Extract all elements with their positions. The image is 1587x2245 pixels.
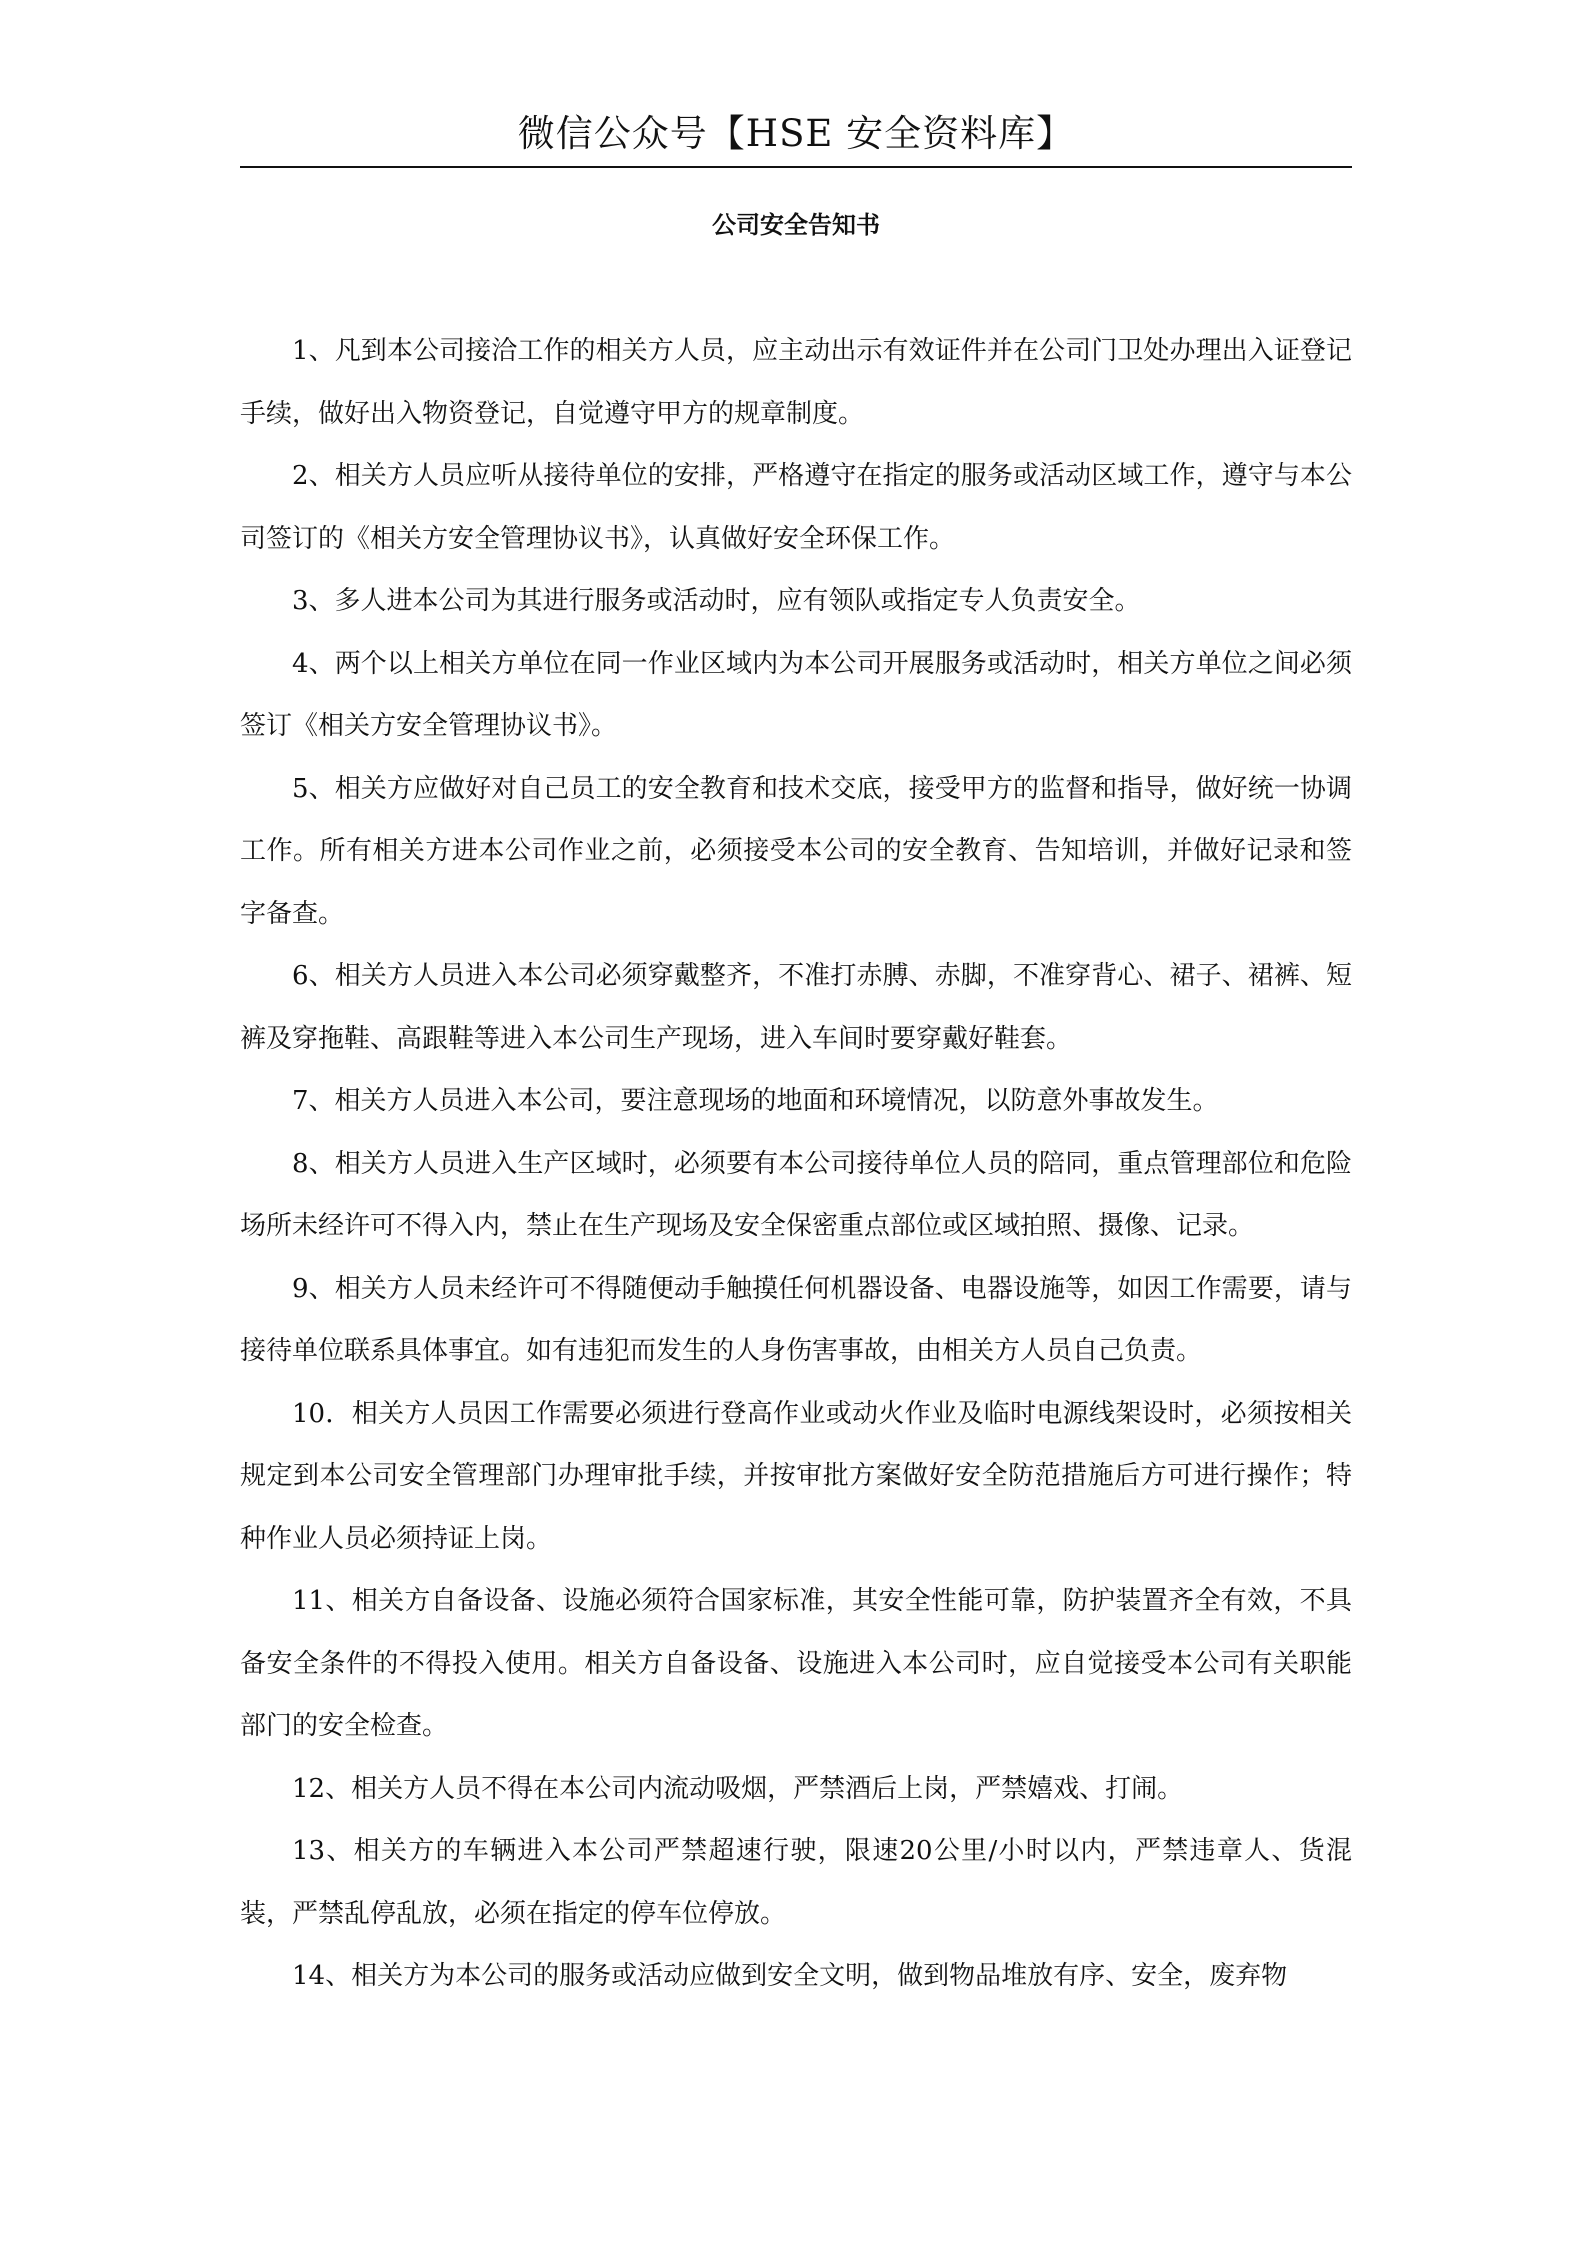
paragraph-3: 3、多人进本公司为其进行服务或活动时，应有领队或指定专人负责安全。 [292,586,1141,616]
paragraph-4: 4、两个以上相关方单位在同一作业区域内为本公司开展服务或活动时，相关方单位之间必须签订《相关方安全管理协议书》。 [240,648,1352,741]
document-body [240,320,1352,2008]
paragraph-11: 11、相关方自备设备、设施必须符合国家标准，其安全性能可靠，防护装置齐全有效，不具备安全条件的不得投入使用。相关方自备设备、设施进入本公司时，应自觉接受本公司有关职能部门的安全检查。 [240,1586,1352,1741]
paragraph-10: 10．相关方人员因工作需要必须进行登高作业或动火作业及临时电源线架设时，必须按相关规定到本公司安全管理部门办理审批手续，并按审批方案做好安全防范措施后方可进行操作；特种作业人员必须持证上岗。 [240,1398,1352,1554]
paragraph-12: 12、相关方人员不得在本公司内流动吸烟，严禁酒后上岗，严禁嬉戏、打闹。 [292,1773,1184,1804]
header-rule [240,166,1352,168]
paragraph-9: 9、相关方人员未经许可不得随便动手触摸任何机器设备、电器设施等，如因工作需要，请与接待单位联系具体事宜。如有违犯而发生的人身伤害事故，由相关方人员自己负责。 [240,1273,1352,1366]
paragraph-7: 7、相关方人员进入本公司，要注意现场的地面和环境情况，以防意外事故发生。 [292,1086,1219,1116]
paragraph-5: 5、相关方应做好对自己员工的安全教育和技术交底，接受甲方的监督和指导，做好统一协调工作。所有相关方进本公司作业之前，必须接受本公司的安全教育、告知培训，并做好记录和签字备查。 [240,773,1352,929]
paragraph-13: 13、相关方的车辆进入本公司严禁超速行驶，限速20公里/小时以内，严禁违章人、货混装，严禁乱停乱放，必须在指定的停车位停放。 [240,1836,1352,1929]
document-title: 公司安全告知书 [712,210,880,239]
page-header: 微信公众号【HSE 安全资料库】 [517,112,1075,155]
paragraph-14: 14、相关方为本公司的服务或活动应做到安全文明，做到物品堆放有序、安全，废弃物 [292,1961,1288,1991]
paragraph-1: 1、凡到本公司接洽工作的相关方人员，应主动出示有效证件并在公司门卫处办理出入证登记手续，做好出入物资登记，自觉遵守甲方的规章制度。 [240,336,1352,429]
paragraph-6: 6、相关方人员进入本公司必须穿戴整齐，不准打赤膊、赤脚，不准穿背心、裙子、裙裤、短裤及穿拖鞋、高跟鞋等进入本公司生产现场，进入车间时要穿戴好鞋套。 [240,961,1352,1054]
paragraph-2: 2、相关方人员应听从接待单位的安排，严格遵守在指定的服务或活动区域工作，遵守与本公司签订的《相关方安全管理协议书》，认真做好安全环保工作。 [240,461,1352,554]
paragraph-8: 8、相关方人员进入生产区域时，必须要有本公司接待单位人员的陪同，重点管理部位和危险场所未经许可不得入内，禁止在生产现场及安全保密重点部位或区域拍照、摄像、记录。 [240,1148,1352,1241]
